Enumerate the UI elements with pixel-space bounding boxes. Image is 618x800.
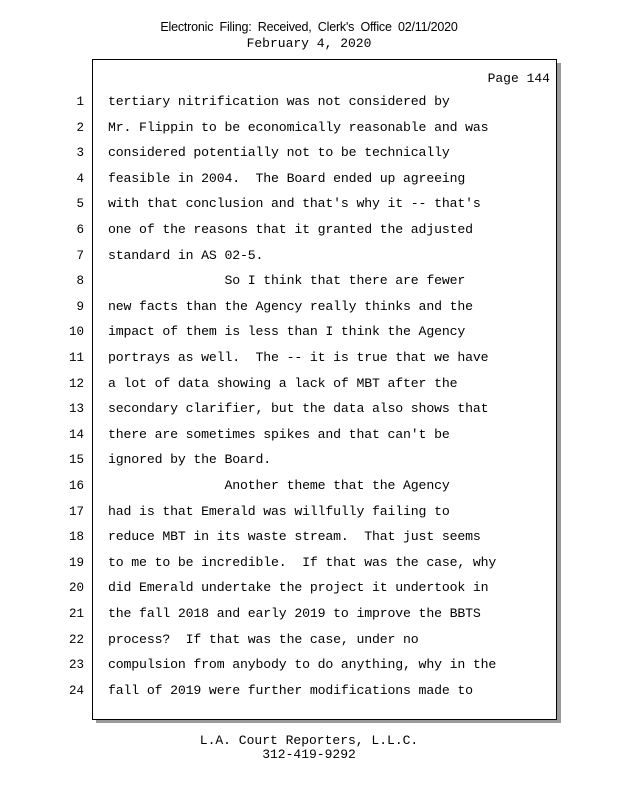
line-number: 21 [68,607,84,621]
line-number: 14 [68,428,84,442]
reporter-phone: 312-419-9292 [262,747,356,762]
line-text: fall of 2019 were further modifications made to [108,683,473,698]
line-text: portrays as well. The -- it is true that we have [108,350,489,365]
line-text: a lot of data showing a lack of MBT after the [108,376,458,391]
line-text: standard in AS 02-5. [108,248,264,263]
line-text: considered potentially not to be technically [108,145,450,160]
line-number: 2 [76,121,84,135]
line-number: 20 [68,581,84,595]
line-number: 24 [68,684,84,698]
line-number: 15 [68,453,84,467]
line-text: to me to be incredible. If that was the case, why [108,555,497,570]
line-text: there are sometimes spikes and that can't be [108,427,450,442]
line-text: Mr. Flippin to be economically reasonable and was [108,120,489,135]
line-number: 6 [76,223,84,237]
line-number: 16 [68,479,84,493]
line-text: did Emerald undertake the project it undertook in [108,580,489,595]
line-text: So I think that there are fewer [108,273,466,288]
line-text: process? If that was the case, under no [108,632,419,647]
line-number: 18 [68,530,84,544]
line-text: impact of them is less than I think the Agency [108,324,466,339]
line-number: 1 [76,95,84,109]
line-text: reduce MBT in its waste stream. That just seems [108,529,481,544]
line-number: 7 [76,249,84,263]
line-number: 8 [76,274,84,288]
line-text: ignored by the Board. [108,452,272,467]
line-number: 22 [68,633,84,647]
line-number: 13 [68,402,84,416]
line-text: new facts than the Agency really thinks and the [108,299,473,314]
line-number: 10 [68,325,84,339]
line-number: 5 [76,197,84,211]
transcript-date: February 4, 2020 [246,36,372,51]
line-text: with that conclusion and that's why it -- that's [108,196,481,211]
line-number: 9 [76,300,84,314]
line-number: 4 [76,172,84,186]
line-number: 12 [68,377,84,391]
line-text: one of the reasons that it granted the adjusted [108,222,473,237]
line-text: had is that Emerald was willfully failing to [108,504,450,519]
line-number: 23 [68,658,84,672]
line-text: the fall 2018 and early 2019 to improve the BBTS [108,606,481,621]
filing-stamp: Electronic Filing: Received, Clerk's Office 02/11/2020 [160,20,458,34]
line-number: 17 [68,505,84,519]
line-number: 3 [76,146,84,160]
line-text: tertiary nitrification was not considered by [108,94,450,109]
line-text: secondary clarifier, but the data also shows that [108,401,489,416]
line-text: compulsion from anybody to do anything, why in the [108,657,497,672]
line-number: 19 [68,556,84,570]
line-text: Another theme that the Agency [108,478,450,493]
page-number: Page 144 [487,71,550,86]
line-text: feasible in 2004. The Board ended up agreeing [108,171,466,186]
reporter-company: L.A. Court Reporters, L.L.C. [199,733,419,748]
line-number: 11 [68,351,84,365]
